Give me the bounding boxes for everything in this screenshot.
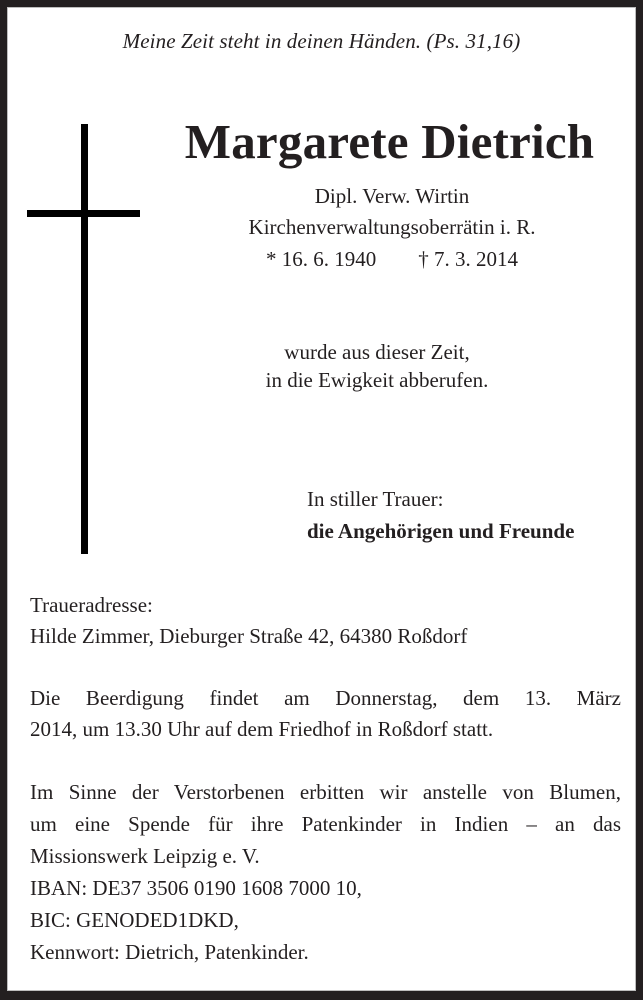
mourners: die Angehörigen und Freunde bbox=[307, 519, 575, 543]
funeral-line-1 bbox=[30, 686, 621, 711]
cross-horizontal-beam bbox=[27, 210, 140, 217]
donation-line-2 bbox=[30, 812, 621, 837]
bible-verse-motto: Meine Zeit steht in deinen Händen. (Ps. 31,16) bbox=[122, 29, 521, 53]
funeral-line-2: 2014, um 13.30 Uhr auf dem Friedhof in Roßdorf statt. bbox=[30, 717, 494, 741]
keyword: Kennwort: Dietrich, Patenkinder. bbox=[30, 940, 309, 964]
deceased-position: Kirchenverwaltungsoberrätin i. R. bbox=[248, 215, 536, 239]
obituary-notice bbox=[7, 7, 636, 991]
funeral-text-1: Die Beerdigung findet am Donnerstag, dem 13. März bbox=[30, 686, 621, 710]
address-label: Traueradresse: bbox=[30, 593, 153, 617]
mourning-address: Hilde Zimmer, Dieburger Straße 42, 64380 Roßdorf bbox=[30, 624, 468, 648]
cross-vertical-beam bbox=[81, 124, 88, 554]
donation-line-1 bbox=[30, 780, 621, 805]
bic: BIC: GENODED1DKD, bbox=[30, 908, 239, 932]
iban: IBAN: DE37 3506 0190 1608 7000 10, bbox=[30, 876, 362, 900]
death-date: † 7. 3. 2014 bbox=[418, 247, 518, 271]
called-away-line-2: in die Ewigkeit abberufen. bbox=[265, 368, 489, 392]
called-away-line-1: wurde aus dieser Zeit, bbox=[284, 340, 470, 364]
mourners-intro: In stiller Trauer: bbox=[307, 487, 444, 511]
life-dates bbox=[192, 247, 592, 272]
donation-line-3: Missionswerk Leipzig e. V. bbox=[30, 844, 260, 868]
deceased-title: Dipl. Verw. Wirtin bbox=[314, 184, 470, 208]
donation-text-2: um eine Spende für ihre Patenkinder in Indien – an das bbox=[30, 812, 621, 836]
deceased-name: Margarete Dietrich bbox=[184, 114, 595, 169]
donation-text-1: Im Sinne der Verstorbenen erbitten wir anstelle von Blumen, bbox=[30, 780, 621, 804]
birth-date: * 16. 6. 1940 bbox=[266, 247, 377, 271]
